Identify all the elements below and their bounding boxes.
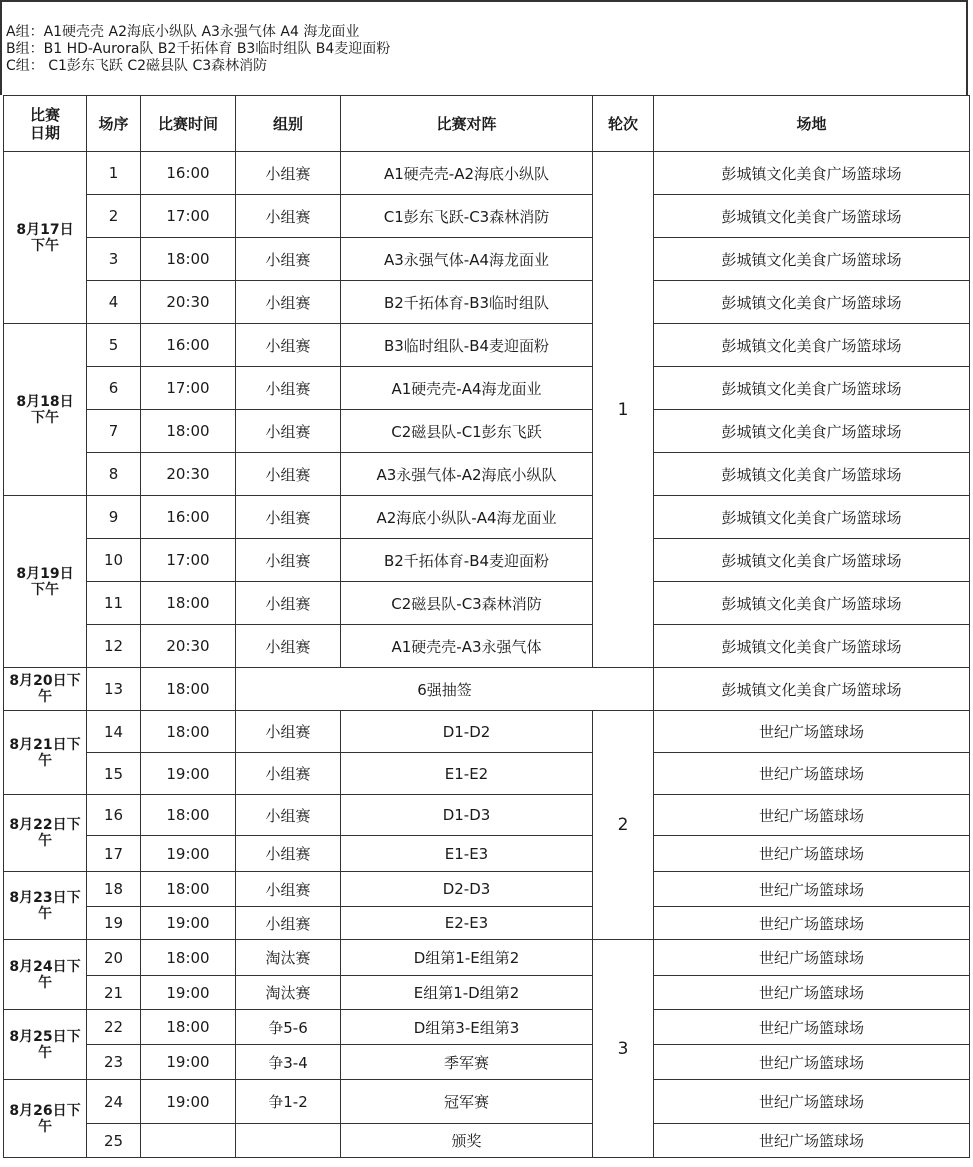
group-cell: 小组赛 xyxy=(236,539,341,582)
group-cell: 争3-4 xyxy=(236,1045,341,1080)
table-row xyxy=(4,872,970,907)
seq-cell: 16 xyxy=(87,795,141,836)
seq-cell: 21 xyxy=(87,976,141,1010)
seq-cell: 8 xyxy=(87,453,141,496)
venue-cell: 世纪广场篮球场 xyxy=(654,753,970,795)
table-row xyxy=(4,836,970,872)
table-row xyxy=(4,410,970,453)
match-cell: A1硬壳壳-A4海龙面业 xyxy=(341,367,593,410)
table-row xyxy=(4,753,970,795)
time-cell: 19:00 xyxy=(141,976,236,1010)
time-cell: 19:00 xyxy=(141,907,236,940)
group-cell: 小组赛 xyxy=(236,410,341,453)
group-cell: 小组赛 xyxy=(236,795,341,836)
match-cell: A3永强气体-A4海龙面业 xyxy=(341,238,593,281)
table-row xyxy=(4,940,970,976)
group-cell: 小组赛 xyxy=(236,711,341,753)
venue-cell: 世纪广场篮球场 xyxy=(654,1080,970,1124)
venue-cell: 彭城镇文化美食广场篮球场 xyxy=(654,410,970,453)
round-cell: 1 xyxy=(593,152,654,668)
seq-cell: 20 xyxy=(87,940,141,976)
group-cell: 小组赛 xyxy=(236,582,341,625)
table-row xyxy=(4,1080,970,1124)
match-cell: 季军赛 xyxy=(341,1045,593,1080)
venue-cell: 世纪广场篮球场 xyxy=(654,1010,970,1045)
match-cell: D组第1-E组第2 xyxy=(341,940,593,976)
table-row xyxy=(4,496,970,539)
seq-cell: 17 xyxy=(87,836,141,872)
venue-cell: 彭城镇文化美食广场篮球场 xyxy=(654,238,970,281)
table-row xyxy=(4,152,970,195)
match-cell: E1-E3 xyxy=(341,836,593,872)
match-cell: 冠军赛 xyxy=(341,1080,593,1124)
group-cell: 小组赛 xyxy=(236,496,341,539)
venue-cell: 彭城镇文化美食广场篮球场 xyxy=(654,582,970,625)
header-match: 比赛对阵 xyxy=(341,96,593,152)
seq-cell: 23 xyxy=(87,1045,141,1080)
group-cell: 淘汰赛 xyxy=(236,940,341,976)
match-cell: 6强抽签 xyxy=(236,668,654,711)
header-row xyxy=(4,96,970,152)
seq-cell: 6 xyxy=(87,367,141,410)
group-c-line: C组： C1彭东飞跃 C2磁县队 C3森林消防 xyxy=(6,58,268,74)
group-cell: 小组赛 xyxy=(236,238,341,281)
match-cell: C1彭东飞跃-C3森林消防 xyxy=(341,195,593,238)
seq-cell: 13 xyxy=(87,668,141,711)
time-cell: 17:00 xyxy=(141,539,236,582)
table-row xyxy=(4,367,970,410)
seq-cell: 3 xyxy=(87,238,141,281)
header-date: 比赛日期 xyxy=(4,96,87,152)
group-cell: 争1-2 xyxy=(236,1080,341,1124)
table-row xyxy=(4,711,970,753)
seq-cell: 7 xyxy=(87,410,141,453)
header-time: 比赛时间 xyxy=(141,96,236,152)
seq-cell: 4 xyxy=(87,281,141,324)
date-cell: 8月19日 下午 xyxy=(4,496,87,668)
seq-cell: 24 xyxy=(87,1080,141,1124)
time-cell: 18:00 xyxy=(141,711,236,753)
match-cell: D2-D3 xyxy=(341,872,593,907)
time-cell: 18:00 xyxy=(141,1010,236,1045)
table-row xyxy=(4,976,970,1010)
venue-cell: 世纪广场篮球场 xyxy=(654,976,970,1010)
table-row xyxy=(4,795,970,836)
match-cell: A1硬壳壳-A2海底小纵队 xyxy=(341,152,593,195)
venue-cell: 世纪广场篮球场 xyxy=(654,795,970,836)
table-row xyxy=(4,668,970,711)
venue-cell: 彭城镇文化美食广场篮球场 xyxy=(654,281,970,324)
group-cell: 小组赛 xyxy=(236,195,341,238)
venue-cell: 世纪广场篮球场 xyxy=(654,940,970,976)
seq-cell: 12 xyxy=(87,625,141,668)
time-cell: 18:00 xyxy=(141,582,236,625)
table-row xyxy=(4,1124,970,1158)
match-cell: E1-E2 xyxy=(341,753,593,795)
round-cell: 3 xyxy=(593,940,654,1158)
match-cell: D组第3-E组第3 xyxy=(341,1010,593,1045)
date-cell: 8月25日下 午 xyxy=(4,1010,87,1080)
date-cell: 8月17日 下午 xyxy=(4,152,87,324)
header-round: 轮次 xyxy=(593,96,654,152)
group-list xyxy=(0,0,968,95)
table-row xyxy=(4,238,970,281)
time-cell: 17:00 xyxy=(141,367,236,410)
venue-cell: 彭城镇文化美食广场篮球场 xyxy=(654,367,970,410)
date-cell: 8月21日下 午 xyxy=(4,711,87,795)
table-row xyxy=(4,1010,970,1045)
seq-cell: 15 xyxy=(87,753,141,795)
match-cell: A3永强气体-A2海底小纵队 xyxy=(341,453,593,496)
group-cell: 小组赛 xyxy=(236,753,341,795)
seq-cell: 25 xyxy=(87,1124,141,1158)
table-row xyxy=(4,625,970,668)
seq-cell: 14 xyxy=(87,711,141,753)
match-cell: E2-E3 xyxy=(341,907,593,940)
match-cell: C2磁县队-C1彭东飞跃 xyxy=(341,410,593,453)
date-cell: 8月24日下 午 xyxy=(4,940,87,1010)
venue-cell: 彭城镇文化美食广场篮球场 xyxy=(654,195,970,238)
group-cell: 小组赛 xyxy=(236,453,341,496)
group-cell: 小组赛 xyxy=(236,625,341,668)
time-cell: 18:00 xyxy=(141,668,236,711)
group-a-line: A组：A1硬壳壳 A2海底小纵队 A3永强气体 A4 海龙面业 xyxy=(6,24,360,40)
time-cell: 20:30 xyxy=(141,625,236,668)
match-cell: C2磁县队-C3森林消防 xyxy=(341,582,593,625)
group-cell: 小组赛 xyxy=(236,907,341,940)
seq-cell: 22 xyxy=(87,1010,141,1045)
group-cell: 小组赛 xyxy=(236,367,341,410)
table-row xyxy=(4,281,970,324)
date-cell: 8月20日下 午 xyxy=(4,668,87,711)
time-cell: 16:00 xyxy=(141,152,236,195)
seq-cell: 2 xyxy=(87,195,141,238)
time-cell: 18:00 xyxy=(141,795,236,836)
table-row xyxy=(4,907,970,940)
time-cell: 19:00 xyxy=(141,1080,236,1124)
time-cell: 17:00 xyxy=(141,195,236,238)
match-cell: D1-D3 xyxy=(341,795,593,836)
venue-cell: 彭城镇文化美食广场篮球场 xyxy=(654,496,970,539)
time-cell: 18:00 xyxy=(141,238,236,281)
date-cell: 8月26日下 午 xyxy=(4,1080,87,1158)
group-cell: 小组赛 xyxy=(236,872,341,907)
table-row xyxy=(4,195,970,238)
date-cell: 8月22日下 午 xyxy=(4,795,87,872)
group-cell: 小组赛 xyxy=(236,152,341,195)
schedule-table xyxy=(3,95,970,1158)
seq-cell: 11 xyxy=(87,582,141,625)
venue-cell: 世纪广场篮球场 xyxy=(654,872,970,907)
venue-cell: 世纪广场篮球场 xyxy=(654,1045,970,1080)
match-cell: E组第1-D组第2 xyxy=(341,976,593,1010)
time-cell: 18:00 xyxy=(141,872,236,907)
group-cell: 争5-6 xyxy=(236,1010,341,1045)
seq-cell: 18 xyxy=(87,872,141,907)
date-cell: 8月18日 下午 xyxy=(4,324,87,496)
venue-cell: 彭城镇文化美食广场篮球场 xyxy=(654,625,970,668)
match-cell: B2千拓体育-B3临时组队 xyxy=(341,281,593,324)
table-row xyxy=(4,324,970,367)
group-cell: 淘汰赛 xyxy=(236,976,341,1010)
time-cell: 18:00 xyxy=(141,940,236,976)
table-row xyxy=(4,582,970,625)
time-cell: 20:30 xyxy=(141,453,236,496)
time-cell: 19:00 xyxy=(141,836,236,872)
venue-cell: 世纪广场篮球场 xyxy=(654,711,970,753)
header-seq: 场序 xyxy=(87,96,141,152)
seq-cell: 1 xyxy=(87,152,141,195)
venue-cell: 世纪广场篮球场 xyxy=(654,836,970,872)
match-cell: 颁奖 xyxy=(341,1124,593,1158)
match-cell: A2海底小纵队-A4海龙面业 xyxy=(341,496,593,539)
group-cell: 小组赛 xyxy=(236,836,341,872)
venue-cell: 彭城镇文化美食广场篮球场 xyxy=(654,539,970,582)
seq-cell: 10 xyxy=(87,539,141,582)
venue-cell: 彭城镇文化美食广场篮球场 xyxy=(654,152,970,195)
table-row xyxy=(4,539,970,582)
venue-cell: 世纪广场篮球场 xyxy=(654,1124,970,1158)
time-cell: 19:00 xyxy=(141,753,236,795)
group-b-line: B组：B1 HD-Aurora队 B2千拓体育 B3临时组队 B4麦迎面粉 xyxy=(6,41,391,57)
date-cell: 8月23日下 午 xyxy=(4,872,87,940)
group-cell: 小组赛 xyxy=(236,281,341,324)
time-cell: 16:00 xyxy=(141,496,236,539)
group-cell: 小组赛 xyxy=(236,324,341,367)
match-cell: A1硬壳壳-A3永强气体 xyxy=(341,625,593,668)
table-row xyxy=(4,1045,970,1080)
time-cell: 20:30 xyxy=(141,281,236,324)
table-row xyxy=(4,453,970,496)
match-cell: D1-D2 xyxy=(341,711,593,753)
seq-cell: 5 xyxy=(87,324,141,367)
match-cell: B3临时组队-B4麦迎面粉 xyxy=(341,324,593,367)
seq-cell: 19 xyxy=(87,907,141,940)
venue-cell: 彭城镇文化美食广场篮球场 xyxy=(654,453,970,496)
time-cell xyxy=(141,1124,236,1158)
header-group: 组别 xyxy=(236,96,341,152)
time-cell: 16:00 xyxy=(141,324,236,367)
group-cell xyxy=(236,1124,341,1158)
time-cell: 18:00 xyxy=(141,410,236,453)
venue-cell: 彭城镇文化美食广场篮球场 xyxy=(654,324,970,367)
seq-cell: 9 xyxy=(87,496,141,539)
header-venue: 场地 xyxy=(654,96,970,152)
round-cell: 2 xyxy=(593,711,654,940)
time-cell: 19:00 xyxy=(141,1045,236,1080)
venue-cell: 世纪广场篮球场 xyxy=(654,907,970,940)
venue-cell: 彭城镇文化美食广场篮球场 xyxy=(654,668,970,711)
match-cell: B2千拓体育-B4麦迎面粉 xyxy=(341,539,593,582)
